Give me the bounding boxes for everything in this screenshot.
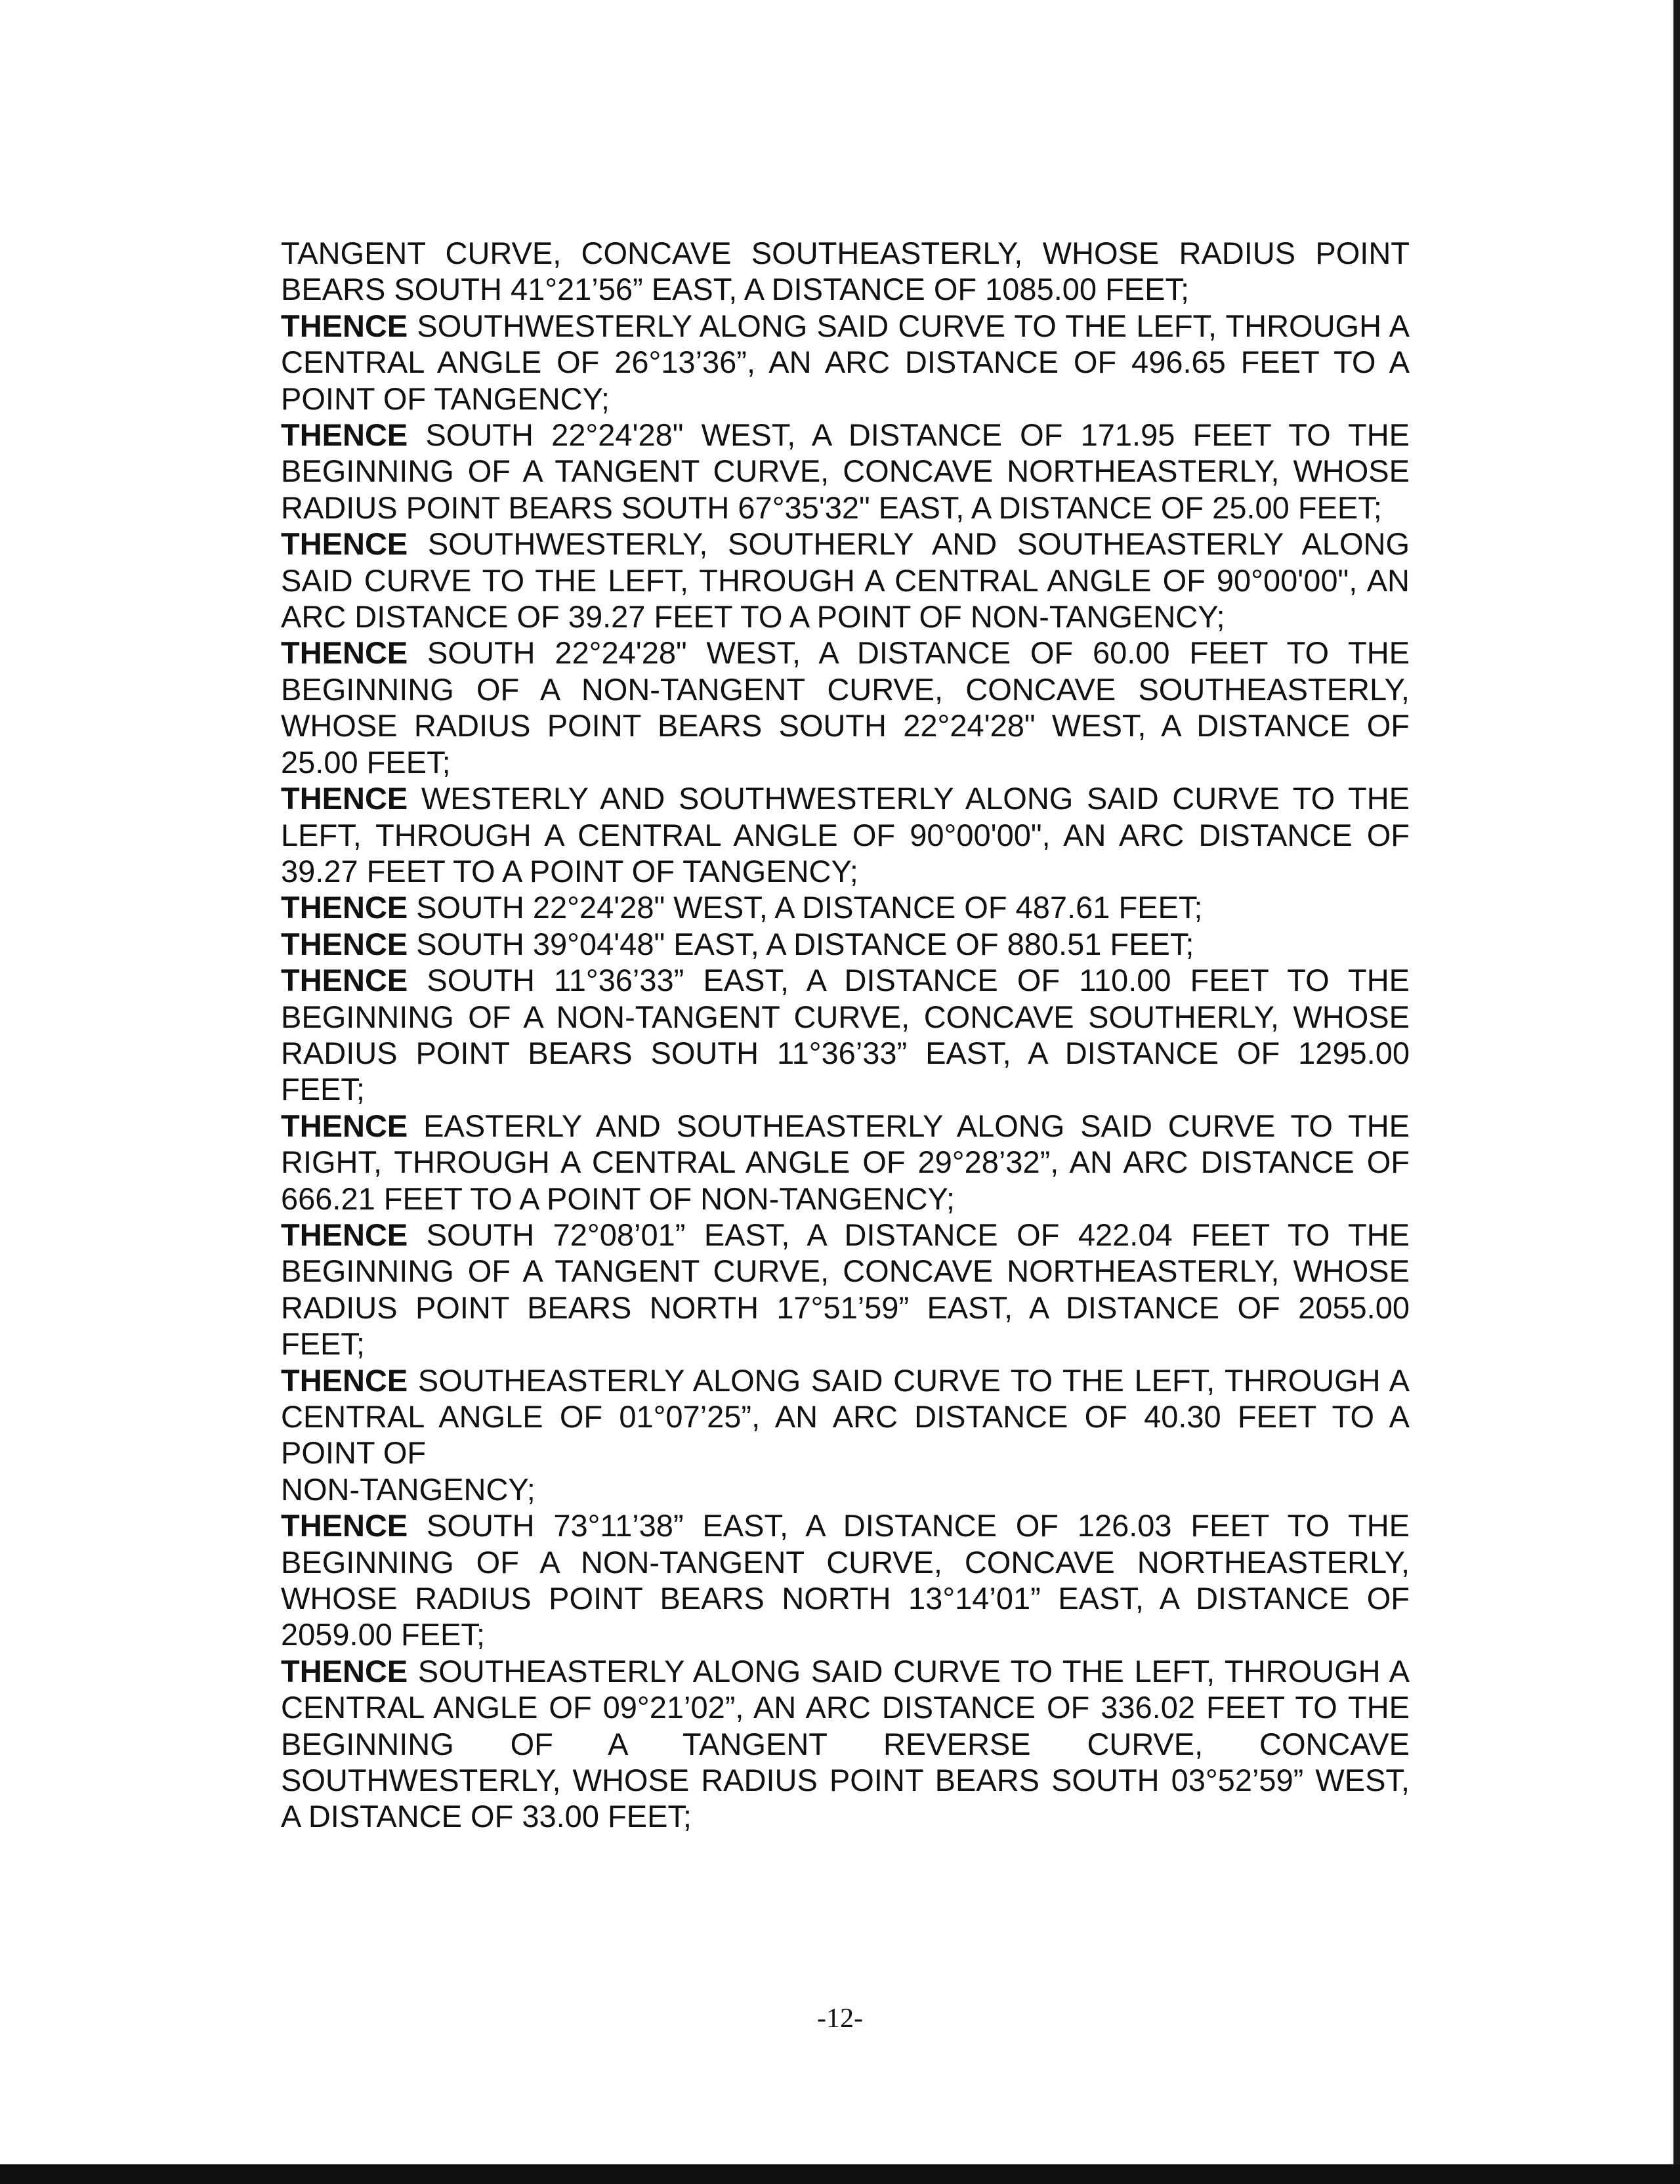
paragraph-text: SOUTH 22°24'28" WEST, A DISTANCE OF 487.61 FEET; — [408, 890, 1203, 925]
thence-label: THENCE — [281, 1217, 408, 1252]
scan-edge-right — [1673, 0, 1680, 2184]
paragraph-5 — [281, 635, 1410, 780]
paragraph-8 — [281, 926, 1410, 962]
thence-label: THENCE — [281, 308, 408, 343]
paragraph-text: WESTERLY AND SOUTHWESTERLY ALONG SAID CURVE TO THE LEFT, THROUGH A CENTRAL ANGLE OF 90°00'00", AN ARC DISTANCE OF 39.27 FEET TO A POINT OF TANGENCY; — [281, 781, 1410, 889]
thence-label: THENCE — [281, 890, 408, 925]
thence-label: THENCE — [281, 1653, 408, 1689]
paragraph-10 — [281, 1108, 1410, 1217]
scan-edge-bottom — [0, 2164, 1680, 2184]
paragraph-9 — [281, 962, 1410, 1108]
paragraph-14 — [281, 1507, 1410, 1653]
paragraph-6 — [281, 780, 1410, 889]
paragraph-3 — [281, 417, 1410, 526]
paragraph-text: SOUTH 11°36’33” EAST, A DISTANCE OF 110.00 FEET TO THE BEGINNING OF A NON-TANGENT CURVE, CONCAVE SOUTHERLY, WHOSE RADIUS POINT BEARS SOUTH 11°36’33” EAST, A DISTANCE OF 1295.00 FEET; — [281, 963, 1410, 1107]
paragraph-12 — [281, 1362, 1410, 1471]
thence-label: THENCE — [281, 526, 408, 562]
paragraph-text: SOUTH 22°24'28" WEST, A DISTANCE OF 60.00 FEET TO THE BEGINNING OF A NON-TANGENT CURVE, CONCAVE SOUTHEASTERLY, WHOSE RADIUS POINT BEARS SOUTH 22°24'28" WEST, A DISTANCE OF 25.00 FEET; — [281, 635, 1410, 780]
paragraph-text: SOUTHWESTERLY ALONG SAID CURVE TO THE LEFT, THROUGH A CENTRAL ANGLE OF 26°13’36”, AN ARC DISTANCE OF 496.65 FEET TO A POINT OF TANGENCY; — [281, 308, 1410, 416]
legal-description-body — [281, 235, 1410, 1835]
thence-label: THENCE — [281, 1108, 408, 1143]
page-number: -12- — [817, 2004, 863, 2034]
paragraph-4 — [281, 526, 1410, 635]
paragraph-text: NON-TANGENCY; — [281, 1471, 536, 1507]
paragraph-text: SOUTHEASTERLY ALONG SAID CURVE TO THE LEFT, THROUGH A CENTRAL ANGLE OF 09°21’02”, AN ARC DISTANCE OF 336.02 FEET TO THE BEGINNING OF A TANGENT REVERSE CURVE, CONCAVE SOUTHWESTERLY, WHOSE RADIUS POINT BEARS SOUTH 03°52’59” WEST, A DISTANCE OF 33.00 FEET; — [281, 1653, 1410, 1834]
thence-label: THENCE — [281, 781, 408, 816]
paragraph-7 — [281, 889, 1410, 925]
paragraph-text: TANGENT CURVE, CONCAVE SOUTHEASTERLY, WHOSE RADIUS POINT BEARS SOUTH 41°21’56” EAST, A DISTANCE OF 1085.00 FEET; — [281, 236, 1410, 307]
paragraph-11 — [281, 1217, 1410, 1362]
paragraph-text: EASTERLY AND SOUTHEASTERLY ALONG SAID CURVE TO THE RIGHT, THROUGH A CENTRAL ANGLE OF 29°28’32”, AN ARC DISTANCE OF 666.21 FEET TO A POINT OF NON-TANGENCY; — [281, 1108, 1410, 1216]
paragraph-text: SOUTHWESTERLY, SOUTHERLY AND SOUTHEASTERLY ALONG SAID CURVE TO THE LEFT, THROUGH A CENTRAL ANGLE OF 90°00'00", AN ARC DISTANCE OF 39.27 FEET TO A POINT OF NON-TANGENCY; — [281, 526, 1410, 635]
paragraph-text: SOUTH 39°04'48" EAST, A DISTANCE OF 880.51 FEET; — [408, 926, 1194, 961]
paragraph-text: SOUTH 72°08’01” EAST, A DISTANCE OF 422.04 FEET TO THE BEGINNING OF A TANGENT CURVE, CONCAVE NORTHEASTERLY, WHOSE RADIUS POINT BEARS NORTH 17°51’59” EAST, A DISTANCE OF 2055.00 FEET; — [281, 1217, 1410, 1362]
paragraph-13 — [281, 1471, 1410, 1507]
paragraph-text: SOUTHEASTERLY ALONG SAID CURVE TO THE LEFT, THROUGH A CENTRAL ANGLE OF 01°07’25”, AN ARC DISTANCE OF 40.30 FEET TO A POINT OF — [281, 1362, 1410, 1471]
paragraph-text: SOUTH 73°11’38” EAST, A DISTANCE OF 126.03 FEET TO THE BEGINNING OF A NON-TANGENT CURVE, CONCAVE NORTHEASTERLY, WHOSE RADIUS POINT BEARS NORTH 13°14’01” EAST, A DISTANCE OF 2059.00 FEET; — [281, 1508, 1410, 1652]
thence-label: THENCE — [281, 635, 408, 671]
paragraph-2 — [281, 308, 1410, 417]
paragraph-text: SOUTH 22°24'28" WEST, A DISTANCE OF 171.95 FEET TO THE BEGINNING OF A TANGENT CURVE, CONCAVE NORTHEASTERLY, WHOSE RADIUS POINT BEARS SOUTH 67°35'32" EAST, A DISTANCE OF 25.00 FEET; — [281, 417, 1410, 525]
thence-label: THENCE — [281, 1362, 408, 1398]
thence-label: THENCE — [281, 963, 408, 998]
thence-label: THENCE — [281, 1508, 408, 1544]
paragraph-15 — [281, 1653, 1410, 1835]
paragraph-1 — [281, 235, 1410, 308]
thence-label: THENCE — [281, 926, 408, 961]
thence-label: THENCE — [281, 417, 408, 453]
